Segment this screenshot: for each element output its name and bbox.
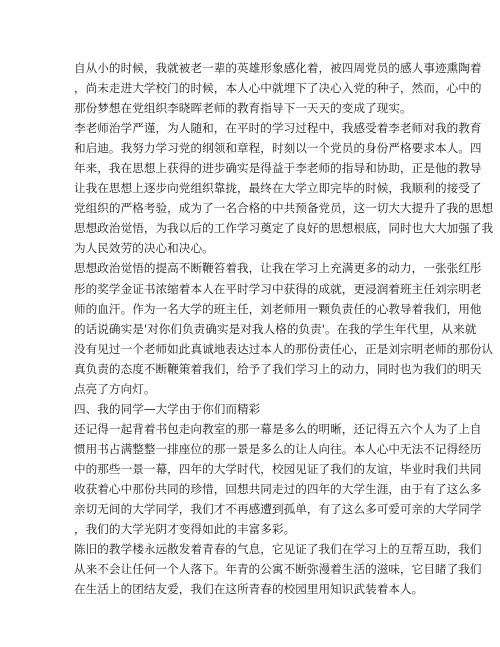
text-line: 从来不会让任何一个人落下。年青的公寓不断弥漫着生活的滋味，它目睹了我们 <box>74 562 482 577</box>
text-line: 没有见过一个老师如此真诚地表达过本人的那份责任心，正是刘宗明老师的那份认 <box>74 341 494 356</box>
text-line: 点亮了方向灯。 <box>74 381 156 396</box>
section-heading: 四、我的同学—大学由于你们而精彩 <box>74 401 261 416</box>
text-line: 李老师治学严谨，为人随和，在平时的学习过程中，我感受着李老师对我的教育 <box>74 121 482 136</box>
text-line: 彤的奖学金证书浓缩着本人在平时学习中获得的成就，更浸润着班主任刘宗明老 <box>74 281 482 296</box>
text-line: 真负责的态度不断鞭策着我们，给予了我们学习上的动力，同时也为我们的明天 <box>74 361 482 376</box>
text-line: 自从小的时候，我就被老一辈的英雄形象感化着，被四周党员的感人事迹熏陶着 <box>74 61 482 75</box>
text-line: 还记得一起背着书包走向教室的那一幕是多么的明晰，还记得五六个人为了上自 <box>74 421 482 436</box>
text-line: 亲切无间的大学同学，我们才不再感遭到孤单，有了这么多可爱可亲的大学同学 <box>74 502 482 517</box>
text-line: 思想政治觉悟的提高不断鞭笞着我，让我在学习上充满更多的动力，一张张红彤 <box>74 261 482 276</box>
text-line: ，我们的大学光阴才变得如此的丰富多彩。 <box>74 522 296 537</box>
text-line: 的话说确实是'对你们负责确实是对我人格的负责'。在我的学生年代里，从来就 <box>74 321 477 336</box>
text-line: 惯用书占满整整一排座位的那一景是多么的让人向往。本人心中无法不记得经历 <box>74 441 482 456</box>
text-line: 为人民效劳的决心和决心。 <box>74 241 214 256</box>
text-line: 收获着心中那份共同的珍惜，回想共同走过的四年的大学生涯，由于有了这么多 <box>74 481 482 496</box>
text-line: 在生活上的团结友爱，我们在这所青春的校园里用知识武装着本人。 <box>74 582 424 597</box>
text-line: 师的血汗。作为一名大学的班主任，刘老师用一颗负责任的心教导着我们，用他 <box>74 301 482 316</box>
text-line: 和启迪。我努力学习党的纲领和章程，时刻以一个党员的身份严格要求本人。四 <box>74 141 482 156</box>
text-line: ，尚未走进大学校门的时候，本人心中就埋下了决心入党的种子，然而，心中的 <box>74 81 482 96</box>
text-line: 思想政治觉悟，为我以后的工作学习奠定了良好的思想根底，同时也大大加强了我 <box>74 221 494 236</box>
document-page <box>74 58 494 599</box>
text-line: 那份梦想在党组织李晓晖老师的教育指导下一天天的变成了现实。 <box>74 101 412 116</box>
text-line: 年来，我在思想上获得的进步确实是得益于李老师的指导和协助，正是他的教导 <box>74 161 482 176</box>
text-line: 中的那些一景一幕，四年的大学时代，校园见证了我们的友谊，毕业时我们共同 <box>74 461 482 476</box>
text-line: 陈旧的教学楼永远散发着青春的气息，它见证了我们在学习上的互帮互助，我们 <box>74 542 482 557</box>
text-line: 让我在思想上逐步向党组织靠拢，最终在大学立即完毕的时候，我顺利的接受了 <box>74 181 482 196</box>
text-line: 党组织的严格考验，成为了一名合格的中共预备党员，这一切大大提升了我的思想 <box>74 201 494 216</box>
